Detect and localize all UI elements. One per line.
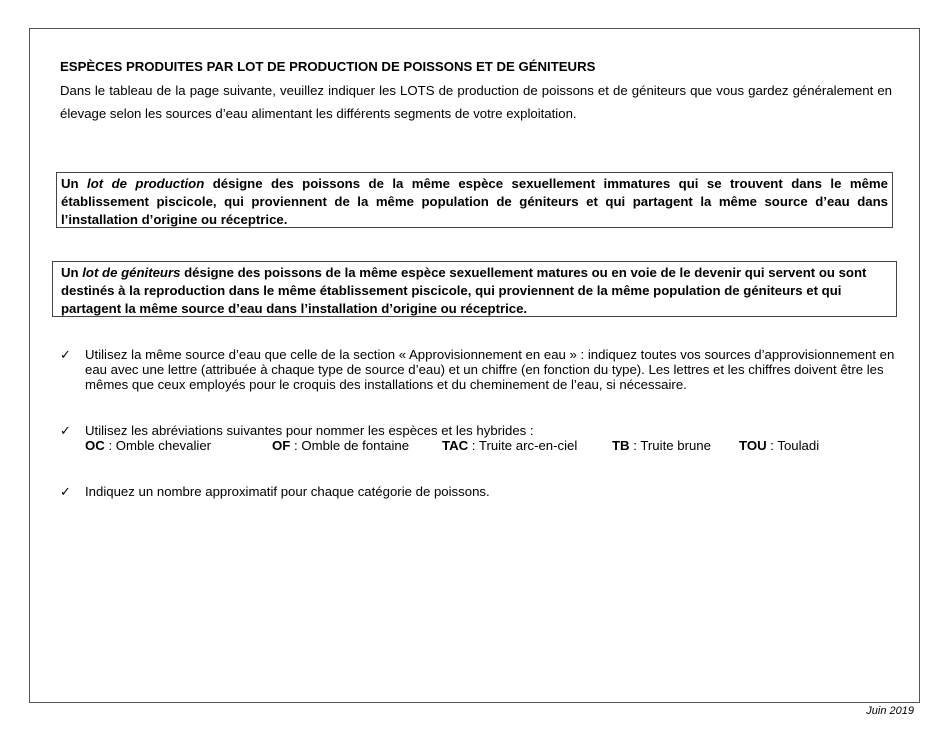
definition-text: désigne des poissons de la même espèce sexuellement immatures qui se trouvent dans le même établissement piscicole, qui proviennent de la même population de géniteurs et qui partagent la même source d’eau dans l’installation d’origine ou réceptrice. [61,176,888,227]
abbreviation-code: TB [612,438,630,453]
abbreviation-code: TOU [739,438,767,453]
bullet-text: Indiquez un nombre approximatif pour chaque catégorie de poissons. [85,484,490,499]
checkmark-icon: ✓ [60,423,71,438]
intro-paragraph: Dans le tableau de la page suivante, veuillez indiquer les LOTS de production de poissons et de géniteurs que vous gardez généralement en élevage selon les sources d’eau alimentant les différents segments de votre exploitation. [60,83,892,121]
abbreviation-code: OF [272,438,291,453]
definition-term: lot de géniteurs [82,265,181,280]
abbreviation-item [612,438,711,453]
bullet-text: Utilisez la même source d’eau que celle de la section « Approvisionnement en eau » : indiquez toutes vos sources d’approvisionnement en eau avec une lettre (attribuée à chaque type de source d’eau) et un chiffre (en fonction du type). Les lettres et les chiffres doivent être les mêmes que ceux employés pour le croquis des installations et du cheminement de l’eau, si nécessaire. [85,347,895,392]
abbreviation-item [272,438,409,453]
bullet-approximate-number [60,484,895,499]
abbreviation-list [85,438,895,453]
abbreviation-item [739,438,819,453]
abbreviation-code: TAC [442,438,469,453]
abbreviation-item [442,438,577,453]
abbreviation-name: : Truite arc-en-ciel [468,438,578,453]
definition-term: lot de production [87,176,205,191]
footer-date: Juin 2019 [866,705,914,717]
bullet-text: Utilisez les abréviations suivantes pour nommer les espèces et les hybrides : [85,423,534,438]
definition-prefix: Un [61,265,83,280]
definition-production-lot [56,172,893,228]
definition-text: désigne des poissons de la même espèce sexuellement matures ou en voie de le devenir qui servent ou sont destinés à la reproduction dans le même établissement piscicole, qui proviennent de la même population de géniteurs et qui partagent la même source d’eau dans l’installation d’origine ou réceptrice. [61,265,867,316]
checkmark-icon: ✓ [60,347,71,362]
abbreviation-name: : Omble de fontaine [290,438,410,453]
definition-broodstock-lot [52,261,897,317]
definition-prefix: Un [61,176,88,191]
section-heading: ESPÈCES PRODUITES PAR LOT DE PRODUCTION DE POISSONS ET DE GÉNITEURS [60,59,596,74]
abbreviation-code: OC [85,438,105,453]
bullet-abbreviations [60,423,895,453]
abbreviation-item [85,438,211,453]
abbreviation-name: : Omble chevalier [104,438,212,453]
abbreviation-name: : Truite brune [629,438,711,453]
abbreviation-name: : Touladi [766,438,820,453]
bullet-water-source [60,347,895,392]
checkmark-icon: ✓ [60,484,71,499]
